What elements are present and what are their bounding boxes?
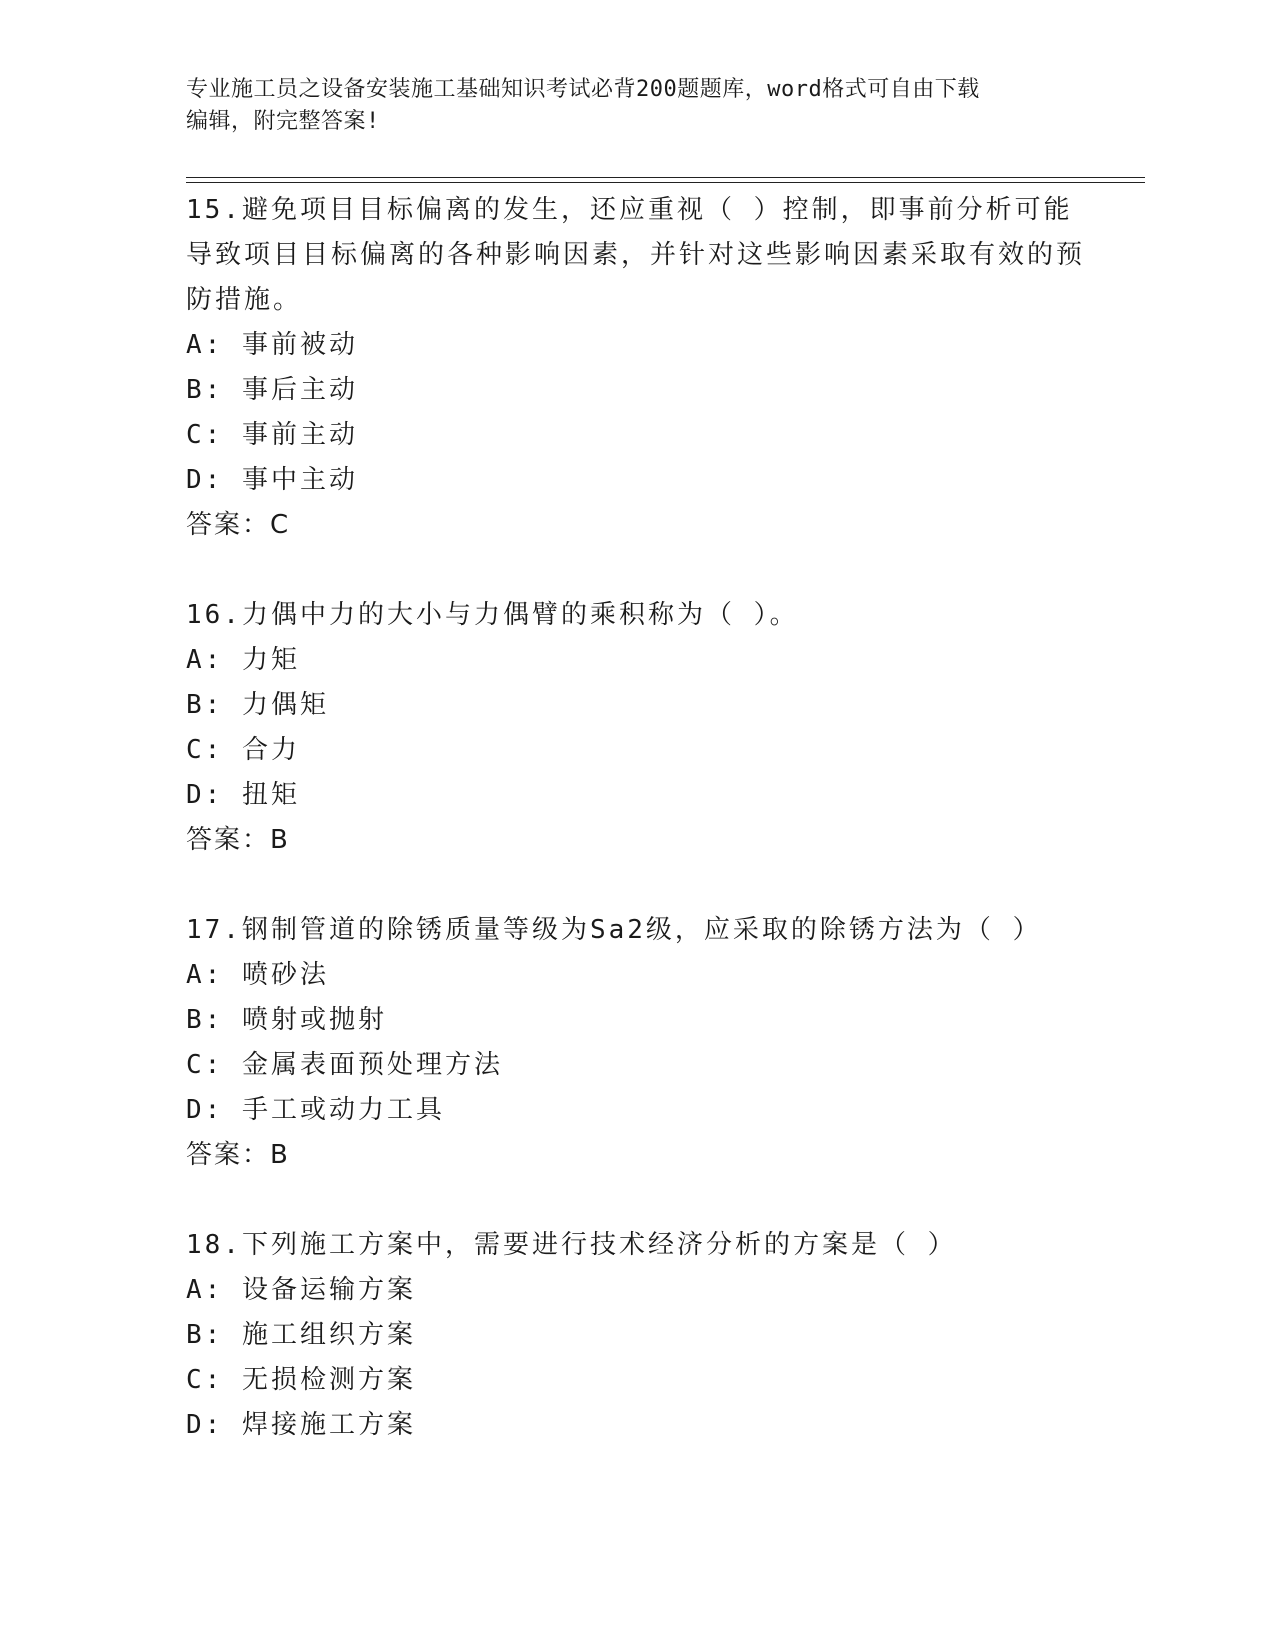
option-b: B: 事后主动 <box>186 375 358 405</box>
option-a: A: 事前被动 <box>186 330 358 360</box>
question-list <box>186 188 1086 1493</box>
question-15 <box>186 188 1086 548</box>
question-stem: 17.钢制管道的除锈质量等级为Sa2级，应采取的除锈方法为（ ） <box>186 915 1042 945</box>
option-a: A: 力矩 <box>186 645 300 675</box>
answer: 答案：B <box>186 825 290 855</box>
option-d: D: 焊接施工方案 <box>186 1410 416 1440</box>
option-c: C: 合力 <box>186 735 300 765</box>
option-c: C: 无损检测方案 <box>186 1365 416 1395</box>
option-d: D: 手工或动力工具 <box>186 1095 445 1125</box>
option-b: B: 喷射或抛射 <box>186 1005 387 1035</box>
document-header <box>186 74 1066 138</box>
option-b: B: 力偶矩 <box>186 690 329 720</box>
option-c: C: 金属表面预处理方法 <box>186 1050 503 1080</box>
question-stem: 16.力偶中力的大小与力偶臂的乘积称为（ ）。 <box>186 600 799 630</box>
header-divider <box>186 177 1145 183</box>
question-18 <box>186 1223 1086 1448</box>
option-d: D: 扭矩 <box>186 780 300 810</box>
question-17 <box>186 908 1086 1178</box>
answer: 答案：C <box>186 510 291 540</box>
question-stem: 15.避免项目目标偏离的发生，还应重视（ ）控制，即事前分析可能导致项目目标偏离的各种影响因素，并针对这些影响因素采取有效的预防措施。 <box>186 195 1086 315</box>
question-16 <box>186 593 1086 863</box>
header-line-2: 编辑，附完整答案! <box>186 109 380 134</box>
question-stem: 18.下列施工方案中，需要进行技术经济分析的方案是（ ） <box>186 1230 957 1260</box>
option-a: A: 喷砂法 <box>186 960 329 990</box>
answer: 答案：B <box>186 1140 290 1170</box>
header-line-1: 专业施工员之设备安装施工基础知识考试必背200题题库，word格式可自由下载 <box>186 77 980 102</box>
option-a: A: 设备运输方案 <box>186 1275 416 1305</box>
option-d: D: 事中主动 <box>186 465 358 495</box>
option-c: C: 事前主动 <box>186 420 358 450</box>
option-b: B: 施工组织方案 <box>186 1320 416 1350</box>
